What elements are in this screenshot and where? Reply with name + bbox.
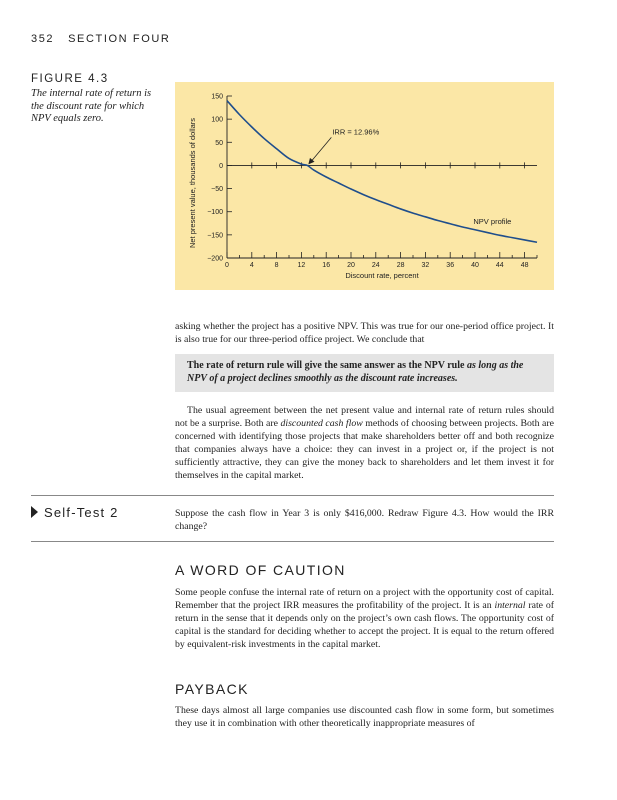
divider-top xyxy=(31,495,554,496)
x-axis-title: Discount rate, percent xyxy=(345,271,419,280)
page-number: 352 xyxy=(31,33,55,45)
y-tick-label: 0 xyxy=(219,162,223,170)
body-paragraph-1 xyxy=(175,320,554,346)
para2-text-a: The usual agreement between the net present value and internal rate of return rules should not be a surprise. Both are xyxy=(175,405,554,429)
x-tick-label: 40 xyxy=(471,262,479,269)
para2-text-b: methods of choosing between projects. Both are concerned with identifying those projects that make shareholders better off and both recognize that companies always have a choice: they can invest in a project or, if the project is not sufficiently attractive, they can give the money back to shareholders and let them invest it for themselves in the capital market. xyxy=(175,418,554,481)
x-tick-label: 28 xyxy=(396,262,405,269)
paragraph-text: These days almost all large companies use discounted cash flow in some form, but sometimes they use it in combination with other theoretically inappropriate measures of xyxy=(175,705,554,729)
x-tick-label: 36 xyxy=(446,262,455,269)
x-tick-label: 44 xyxy=(495,262,504,269)
x-tick-label: 8 xyxy=(274,262,279,269)
y-tick-label: 100 xyxy=(211,116,223,124)
x-tick-label: 0 xyxy=(225,262,229,269)
figure-caption: The internal rate of return is the discount rate for which NPV equals zero. xyxy=(31,88,152,124)
paragraph-text xyxy=(175,404,554,482)
payback-paragraph xyxy=(175,704,554,730)
self-test-title: Self-Test 2 xyxy=(44,505,119,520)
para2-emphasis: discounted cash flow xyxy=(280,418,363,429)
triangle-arrow-icon xyxy=(31,506,38,518)
callout-main: The rate of return rule will give the same answer as the NPV rule xyxy=(187,360,465,371)
x-tick-label: 20 xyxy=(347,262,355,269)
figure-label: FIGURE 4.3 xyxy=(31,73,109,85)
x-axis xyxy=(225,252,537,269)
caution-paragraph xyxy=(175,586,554,651)
y-axis xyxy=(207,94,232,263)
payback-heading: PAYBACK xyxy=(175,681,249,697)
paragraph-text xyxy=(175,586,554,651)
caution-heading: A WORD OF CAUTION xyxy=(175,562,346,578)
npv-chart-panel xyxy=(175,82,554,290)
key-rule-callout xyxy=(175,354,554,392)
npv-profile-annotation: NPV profile xyxy=(473,216,512,226)
y-tick-label: 50 xyxy=(215,139,223,147)
self-test-question xyxy=(175,507,554,533)
x-tick-label: 48 xyxy=(520,262,529,269)
x-tick-label: 16 xyxy=(322,262,331,269)
y-tick-label: −200 xyxy=(207,255,223,263)
irr-annotation-arrow xyxy=(310,137,331,162)
x-tick-label: 12 xyxy=(297,262,306,269)
divider-bottom xyxy=(31,541,554,542)
caution-text-b: rate of return in the sense that it depends only on the project’s own cash flows. The opportunity cost of capital is the standard for deciding whether to accept the project. It is equal to the return offered by equivalent-risk investments in the capital market. xyxy=(175,600,554,650)
y-axis-title: Net present value, thousands of dollars xyxy=(188,117,197,249)
irr-annotation: IRR = 12.96% xyxy=(332,127,380,137)
y-tick-label: −100 xyxy=(207,209,223,217)
x-tick-label: 32 xyxy=(421,262,430,269)
callout-emphasis: as long as the NPV of a project declines smoothly as the discount rate increases. xyxy=(187,360,524,384)
callout-text xyxy=(187,359,542,385)
y-tick-label: −50 xyxy=(211,186,223,194)
npv-chart xyxy=(175,82,554,290)
running-head xyxy=(31,33,170,45)
body-paragraph-2 xyxy=(175,404,554,482)
y-tick-label: 150 xyxy=(211,93,223,101)
x-tick-label: 24 xyxy=(371,262,380,269)
caution-emphasis: internal xyxy=(494,600,526,611)
caution-text-a: Some people confuse the internal rate of return on a project with the opportunity cost of capital. Remember that the project IRR measures the profitability of the project. It is an xyxy=(175,587,554,611)
self-test-text: Suppose the cash flow in Year 3 is only $416,000. Redraw Figure 4.3. How would the IRR change? xyxy=(175,508,554,532)
y-tick-label: −150 xyxy=(207,232,223,240)
self-test-label xyxy=(31,505,119,520)
section-title: SECTION FOUR xyxy=(68,33,171,45)
paragraph-text: asking whether the project has a positive NPV. This was true for our one-period office project. It is also true for our three-period office project. We conclude that xyxy=(175,321,554,345)
x-tick-label: 4 xyxy=(249,262,254,269)
